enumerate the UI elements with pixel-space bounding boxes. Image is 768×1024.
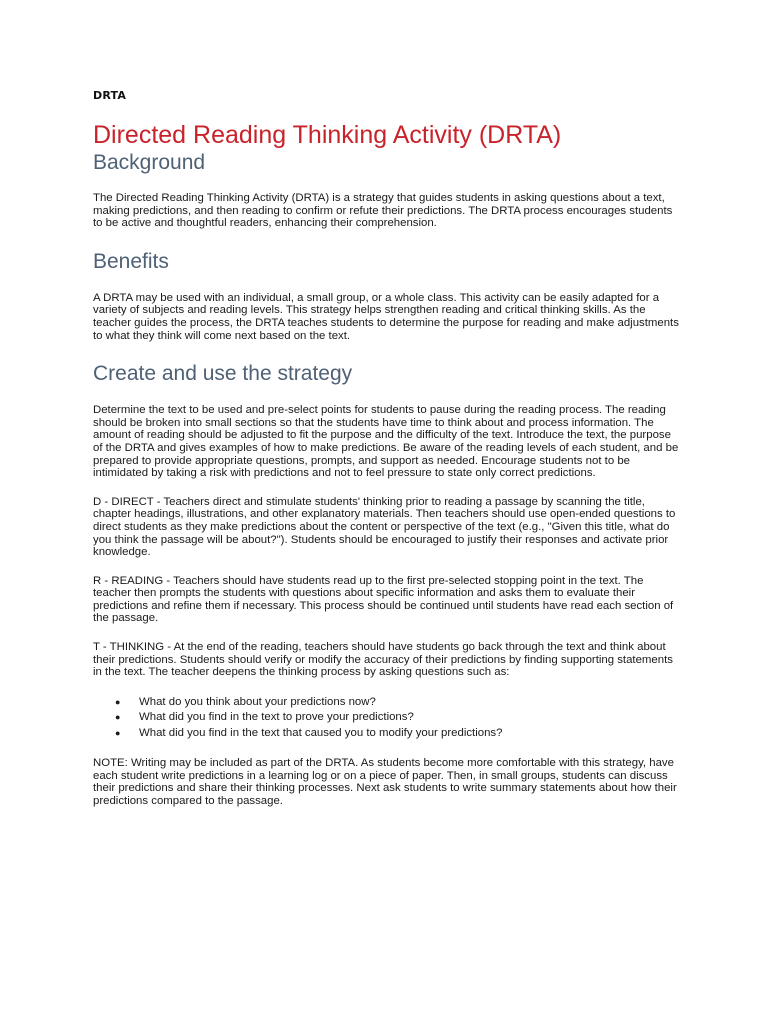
list-item xyxy=(93,710,683,725)
bullet-icon: ● xyxy=(115,696,121,707)
note-paragraph: NOTE: Writing may be included as part of the DRTA. As students become more comfortable with this strategy, have each student write predictions in a learning log or on a piece of paper. Then, in small groups, students can discuss their predictions and share their thinking processes. Next ask students to write summary statements about how their predictions compared to the passage. xyxy=(93,757,677,807)
reading-paragraph: R - READING - Teachers should have students read up to the first pre-selected stopping point in the text. The teacher then prompts the students with questions about specific information and asks them to evaluate their predictions and refine them if necessary. This process should be continued until students have read each section of the passage. xyxy=(93,574,674,625)
list-item xyxy=(93,726,683,741)
list-item xyxy=(93,695,683,710)
document-label: DRTA xyxy=(93,89,127,102)
direct-paragraph: D - DIRECT - Teachers direct and stimulate students' thinking prior to reading a passage by scanning the title, chapter headings, illustrations, and other explanatory materials. Then teachers should use open-ended questions to direct students as they make predictions about the content or perspective of the text (e.g., "Given this title, what do you think the passage will be about?"). Students should be encouraged to justify their responses and activate prior knowledge. xyxy=(93,495,676,559)
thinking-questions-list xyxy=(93,695,683,741)
question-text: What did you find in the text that caused you to modify your predictions? xyxy=(139,726,503,739)
document-title: Directed Reading Thinking Activity (DRTA) xyxy=(93,121,562,149)
background-paragraph: The Directed Reading Thinking Activity (DRTA) is a strategy that guides students in asking questions about a text, making predictions, and then reading to confirm or refute their predictions. The DRTA process encourages students to be active and thoughtful readers, enhancing their comprehension. xyxy=(93,192,673,230)
background-heading: Background xyxy=(93,151,206,174)
benefits-heading: Benefits xyxy=(93,249,169,273)
thinking-paragraph: T - THINKING - At the end of the reading, teachers should have students go back through the text and think about their predictions. Students should verify or modify the accuracy of their predictions by finding supporting statements in the text. The teacher deepens the thinking process by asking questions such as: xyxy=(93,641,673,679)
document-page xyxy=(93,86,683,807)
bullet-icon: ● xyxy=(115,712,121,723)
question-text: What do you think about your predictions now? xyxy=(139,695,376,708)
bullet-icon: ● xyxy=(115,727,121,738)
question-text: What did you find in the text to prove your predictions? xyxy=(139,711,414,724)
create-intro-paragraph: Determine the text to be used and pre-select points for students to pause during the reading process. The reading should be broken into small sections so that the students have time to think about and process information. The amount of reading should be adjusted to fit the purpose and the difficulty of the text. Introduce the text, the purpose of the DRTA and gives examples of how to make predictions. Be aware of the reading levels of each student, and be prepared to provide appropriate questions, prompts, and support as needed. Encourage students not to be intimidated by taking a risk with predictions and not to feel pressure to state only correct predictions. xyxy=(93,404,679,480)
create-strategy-heading: Create and use the strategy xyxy=(93,362,353,386)
benefits-paragraph: A DRTA may be used with an individual, a small group, or a whole class. This activity can be easily adapted for a variety of subjects and reading levels. This strategy helps strengthen reading and critical thinking skills. As the teacher guides the process, the DRTA teaches students to determine the purpose for reading and make adjustments to what they think will come next based on the text. xyxy=(93,291,679,342)
